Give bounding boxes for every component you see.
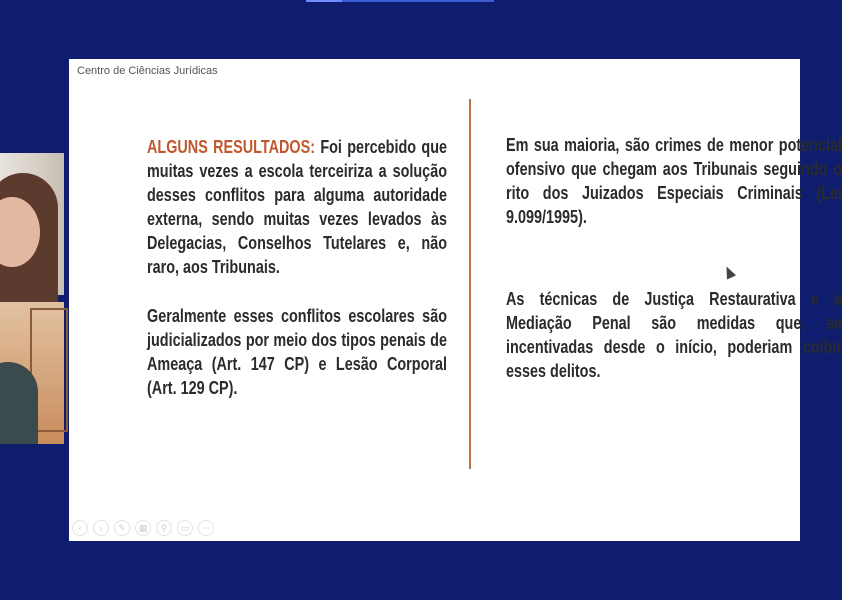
slide-header: Centro de Ciências Jurídicas [77,65,218,77]
column-divider [469,99,471,469]
slides-icon[interactable]: ▦ [135,520,151,536]
left-column [147,135,447,400]
next-icon[interactable]: › [93,520,109,536]
left-paragraph-1-text: Foi percebido que muitas vezes a escola terceiriza a solução desses conflitos para alguma autoridade externa, sendo muitas vezes levados às Delegacias, Conselhos Tutelares e, não raro, aos Tribunais. [147,137,448,277]
left-paragraph-1 [147,135,447,279]
presentation-slide [69,59,842,541]
top-progress-bar [306,0,494,2]
participant-video-1[interactable] [0,153,64,295]
results-heading: ALGUNS RESULTADOS: [147,137,315,157]
screen-icon[interactable]: ▭ [177,520,193,536]
zoom-icon[interactable]: ⚲ [156,520,172,536]
more-icon[interactable]: ⋯ [198,520,214,536]
prev-icon[interactable]: ‹ [72,520,88,536]
participant-video-2[interactable] [0,302,64,444]
pen-icon[interactable]: ✎ [114,520,130,536]
left-paragraph-2: Geralmente esses conflitos escolares são judicializados por meio dos tipos penais de Ameaça (Art. 147 CP) e Lesão Corporal (Art. 129 CP). [147,306,447,398]
right-paragraph-1: Em sua maioria, são crimes de menor potencial ofensivo que chegam aos Tribunais seguindo o rito dos Juizados Especiais Criminais (Lei 9.099/1995). [506,135,842,227]
right-column [506,133,842,383]
slideshow-controls [72,520,214,536]
right-paragraph-2: As técnicas de Justiça Restaurativa e a Mediação Penal são medidas que, se incentivadas desde o início, poderiam coibir esses delitos. [506,289,842,381]
